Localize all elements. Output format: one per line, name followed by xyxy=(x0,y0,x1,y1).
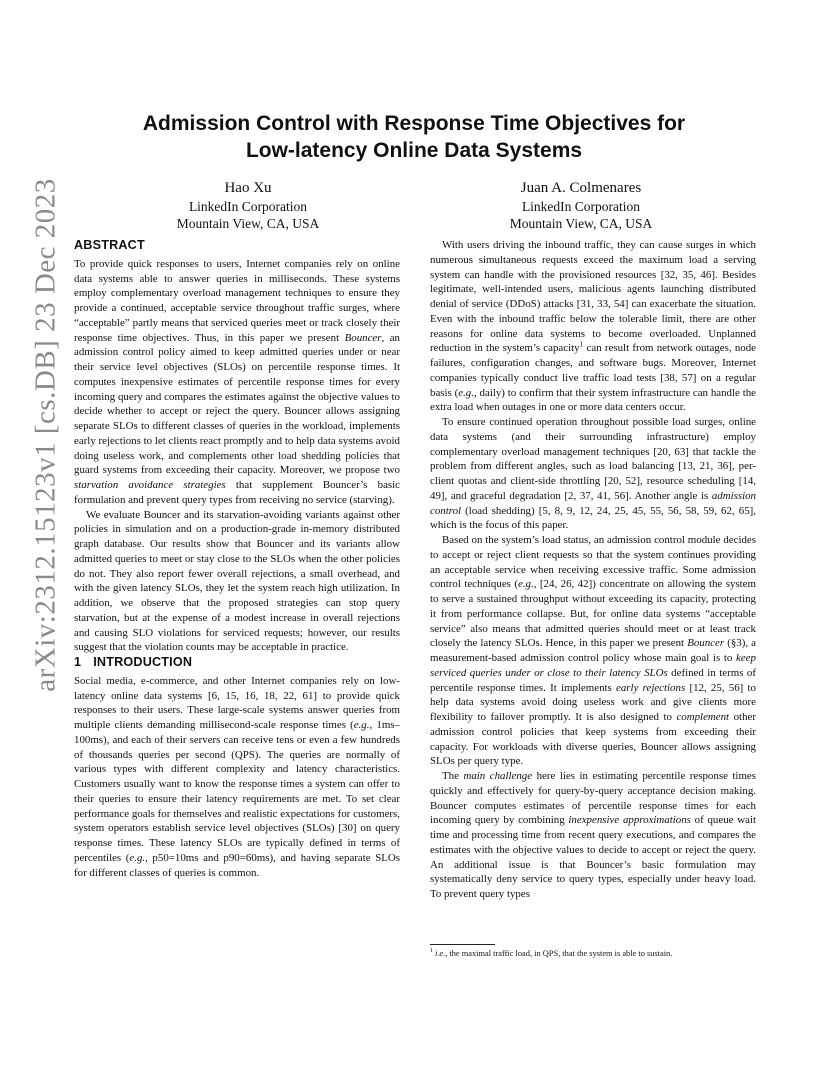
footnote: $^1$ i.e., the maximal traffic load, in QPS, that the system is able to sustain. xyxy=(430,948,673,958)
author-name: Hao Xu xyxy=(224,180,272,196)
body-paragraph-3: Based on the system’s load status, an admission control module decides to accept or reject client requests so that the system continues providing an acceptable service when receiving excessive traffic. Some admission control techniques (e.g., [24, 26, 42]) concentrate on allowing the system to serve a sustained throughput without exceeding its capacity, protecting it from performance collapse. But, for online data systems “acceptable service” also means that admitted queries should meet or at least track closely the latency SLOs. Hence, in this paper we present Bouncer (§3), a measurement-based admission control policy whose main goal is to keep serviced queries under or close to their latency SLOs defined in terms of percentile response times. It implements early rejections [12, 25, 56] to help data systems avoid doing useless work and give clients more flexibility to failover promptly. It is also designed to complement other admission control policies that keep systems from exceeding their capacity. For workloads with diverse queries, Bouncer allows assigning SLOs per query type. xyxy=(430,534,757,768)
abstract-heading: ABSTRACT xyxy=(74,238,145,252)
paper-title-line-2: Low-latency Online Data Systems xyxy=(245,139,583,162)
footnote-number: 1 xyxy=(430,948,433,955)
author-affiliation: LinkedIn Corporation xyxy=(521,199,641,214)
paper-title-line-1: Admission Control with Response Time Objectives for xyxy=(142,112,686,135)
author-location: Mountain View, CA, USA xyxy=(509,216,653,231)
abstract-paragraph-1: To provide quick responses to users, Internet companies rely on online data systems able to answer queries in milliseconds. These systems employ complementary overload management techniques to ensure they provide a continued, acceptable service throughout traffic surges, where “acceptable” partly means that serviced queries meet or track closely their response time objectives. Thus, in this paper we present Bouncer, an admission control policy aimed to keep admitted queries under or near their service level objectives (SLOs) on percentile response times. It computes inexpensive estimates of percentile response times for every incoming query and compares the estimates against the objective values to decide whether to accept or reject the query. Bouncer allows assigning separate SLOs to different classes of queries in the workload, implements early rejections to let clients react promptly and to help data systems avoid doing useless work, and complements other load shedding policies that guard systems from exceeding their capacity. Moreover, we propose two starvation avoidance strategies that supplement Bouncer’s basic formulation and prevent query types from receiving no service (starving). xyxy=(74,257,400,506)
section-title: INTRODUCTION xyxy=(93,655,193,669)
paper-title xyxy=(74,110,754,164)
left-column xyxy=(74,238,400,880)
footnote-divider xyxy=(430,944,495,945)
author-block-1 xyxy=(118,178,378,232)
author-affiliation: LinkedIn Corporation xyxy=(188,199,308,214)
introduction-heading xyxy=(74,655,400,670)
right-column xyxy=(430,238,756,902)
intro-paragraph-1: Social media, e-commerce, and other Internet companies rely on low-latency online data systems [6, 15, 16, 18, 22, 61] to provide quick responses to their users. These large-scale systems answer queries from multiple clients demanding millisecond-scale response times (e.g., 1ms–100ms), and each of their servers can receive tens or even a few hundreds of thousands queries per second (QPS). The queries are normally of various types with different complexity and latency characteristics. Customers usually want to know the response times a system can offer to their queries to ensure their latency requirements are met. To set clear performance goals for themselves and realistic expectations for customers, system operators establish service level objectives (SLOs) [30] on query response times. These latency SLOs are typically defined in terms of percentiles (e.g., p50=10ms and p90=60ms), and having separate SLOs for different classes of queries is common. xyxy=(74,674,400,879)
body-paragraph-1: With users driving the inbound traffic, they can cause surges in which numerous simultaneous requests exceed the maximum load a serving system can handle with the provisioned resources [32, 35, 46]. Besides legitimate, well-intended users, malicious agents launching distributed denial of service (DDoS) attacks [31, 33, 54] can exacerbate the situation. Even with the inbound traffic below the tolerable limit, there are other reasons for online data systems to become overloaded. Unplanned reduction in the system’s capacity$^1$ can result from network outages, node failures, configuration changes, and software bugs. Moreover, Internet companies typically conduct live traffic load tests [38, 57] on a regular basis (e.g., daily) to confirm that their system infrastructure can handle the extra load when outages in one or more data centers occur. xyxy=(430,239,756,414)
abstract-paragraph-2: We evaluate Bouncer and its starvation-avoiding variants against other policies in simulation and on a production-grade in-memory distributed graph database. Our results show that Bouncer and its variants allow admitted queries to meet or stay close to the SLOs when the other policies do not. They also report fewer overall rejections, a small overhead, and with the given latency SLOs, they let the system reach high utilization. In addition, we observe that the proposed strategies can stop query starvation, but at the expense of a modest increase in overall rejections and causing SLO violations for serviced requests; however, our results suggest that the violation counts may be acceptable in practice. xyxy=(74,508,400,654)
section-number: 1 xyxy=(74,655,82,669)
author-block-2 xyxy=(451,178,711,232)
author-name: Juan A. Colmenares xyxy=(520,180,642,196)
body-paragraph-4: The main challenge here lies in estimating percentile response times quickly and effectively for query-by-query acceptance decision making. Bouncer computes estimates of percentile response times for each incoming query by combining inexpensive approximations of queue wait time and processing time from recent query executions, and compares the estimates with the objective values to decide to accept or reject the query. An additional issue is that Bouncer’s basic formulation may systematically deny service to query types, especially under heavy load. To prevent query types xyxy=(430,770,757,900)
body-paragraph-2: To ensure continued operation throughout possible load surges, online data systems (and their surrounding infrastructure) employ complementary overload management techniques [20, 63] that tackle the problem from different angles, such as load balancing [13, 21, 36], per-client quotas and client-side throttling [20, 52], resource scheduling [14, 49], and graceful degradation [2, 37, 41, 56]. Another angle is admission control (load shedding) [5, 8, 9, 12, 24, 25, 45, 55, 56, 58, 59, 62, 65], which is the focus of this paper. xyxy=(430,416,756,532)
footnote-marker: 1 xyxy=(579,339,584,349)
arxiv-identifier-stamp: arXiv:2312.15123v1 [cs.DB] 23 Dec 2023 xyxy=(29,178,62,692)
author-location: Mountain View, CA, USA xyxy=(176,216,320,231)
